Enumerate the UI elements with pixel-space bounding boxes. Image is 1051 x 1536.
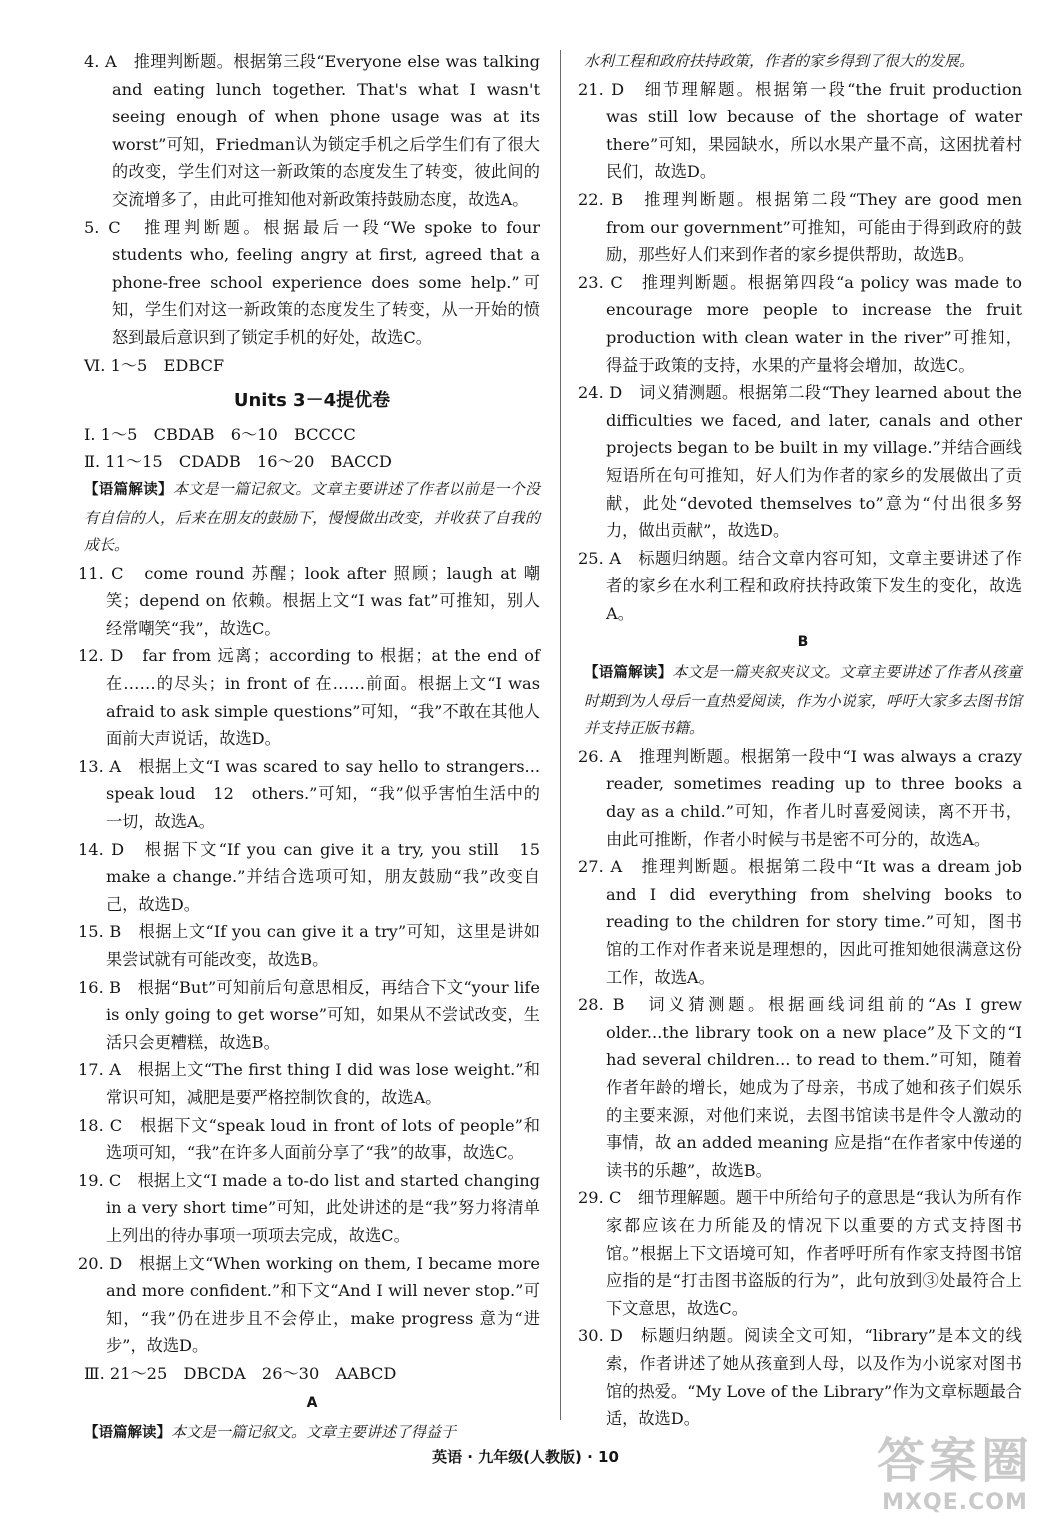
answer-item-12: 12. D far from 远离；according to 根据；at the end of 在……的尽头；in front of 在……前面。根据上文“I was afraid to ask simple questions”可知，“我”不敢在其他人面前大声说话，故选D。 — [78, 646, 540, 749]
reading-analysis-a-label: 【语篇解读】 — [84, 1425, 171, 1442]
reading-analysis-b-label: 【语篇解读】 — [584, 665, 673, 682]
passage-a-label: A — [306, 1394, 318, 1411]
reading-analysis-label: 【语篇解读】 — [84, 481, 173, 498]
answer-item-30: 30. D 标题归纳题。阅读全文可知，“library”是本文的线索，作者讲述了她从孩童到人母，以及作为小说家对图书馆的热爱。“My Love of the Library”作为文章标题最合适，故选D。 — [578, 1326, 1022, 1429]
passage-b-label: B — [797, 634, 809, 651]
right-column — [578, 48, 1023, 1433]
section-ii: Ⅱ. 11～15 CDADB 16～20 BACCD — [84, 452, 392, 472]
section-i: Ⅰ. 1～5 CBDAB 6～10 BCCCC — [84, 424, 356, 444]
reading-analysis — [84, 476, 540, 560]
answer-item-17: 17. A 根据上文“The first thing I did was lose weight.”和常识可知，减肥是要严格控制饮食的，故选A。 — [78, 1060, 540, 1107]
left-column — [78, 48, 557, 1448]
answer-item-14: 14. D 根据下文“If you can give it a try, you still 15 make a change.”并结合选项可知，朋友鼓励“我”改变自己，故选D。 — [78, 839, 557, 914]
reading-analysis-b — [584, 659, 1022, 743]
answer-item-13: 13. A 根据上文“I was scared to say hello to strangers... speak loud 12 others.”可知，“我”似乎害怕生活中的一切，故选A。 — [78, 756, 540, 832]
section-vi: Ⅵ. 1～5 EDBCF — [84, 355, 225, 375]
answer-item-15: 15. B 根据上文“If you can give it a try”可知，这里是讲如果尝试就有可能改变，故选B。 — [78, 922, 540, 969]
answer-item-20: 20. D 根据上文“When working on them, I became more and more confident.”和下文“And I will never stop.”可知，“我”仍在进步且不会停止，make progress 意为“进步”，故选D。 — [78, 1253, 540, 1356]
watermark-logo — [871, 1432, 1039, 1528]
answer-item-23: 23. C 推理判断题。根据第四段“a policy was made to encourage more people to increase the fruit production with clean water in the river”可推知，得益于政策的支持，水果的产量将会增加，故选C。 — [578, 272, 1022, 375]
answer-item-19: 19. C 根据上文“I made a to-do list and started changing in a very short time”可知，此处讲述的是“我”努力将清单上列出的待办事项一项项去完成，故选C。 — [78, 1170, 540, 1245]
reading-analysis-a-text: 本文是一篇记叙文。文章主要讲述了得益于 — [171, 1423, 457, 1442]
unit-heading: Units 3－4提优卷 — [233, 390, 391, 412]
answer-item-27: 27. A 推理判断题。根据第二段中“It was a dream job and I did everything from shelving books to reading to the children for story time.”可知，图书馆的工作对作者来说是理想的，因此可推知她很满意这份工作，故选A。 — [578, 857, 1022, 987]
answer-item-22: 22. B 推理判断题。根据第二段“They are good men from our government”可推知，可能由于得到政府的鼓励，那些好人们来到作者的家乡提供帮助，故选B。 — [578, 189, 1022, 265]
answer-item-16: 16. B 根据“But”可知前后句意思相反，再结合下文“your life is only going to get worse”可知，如果从不尝试改变，生活只会更糟糕，故选B。 — [78, 977, 540, 1052]
watermark-url: MXQE.COM — [882, 1490, 1028, 1515]
answer-item-5: 5. C 推理判断题。根据最后一段“We spoke to four students who, feeling angry at first, agreed that a phone-free school experience does some help.”可知，学生们对这一新政策的态度发生了转变，从一开始的愤怒到最后意识到了锁定手机的好处，故选C。 — [84, 217, 540, 347]
page-footer: 英语 · 九年级(人教版) · 10 — [432, 1448, 619, 1466]
reading-analysis-text: 本文是一篇记叙文。文章主要讲述了作者以前是一个没有自信的人，后来在朋友的鼓励下，慢慢做出改变，并收获了自我的成长。 — [84, 479, 540, 555]
answer-item-11: 11. C come round 苏醒；look after 照顾；laugh at 嘲笑；depend on 依赖。根据上文“I was fat”可推知，别人经常嘲笑“我”，故选C。 — [78, 563, 540, 638]
answer-item-4: 4. A 推理判断题。根据第三段“Everyone else was talking and eating lunch together. That's what I wasn't seeing enough of when phone usage was at its worst”可知，Friedman认为锁定手机之后学生们有了很大的改变，学生们对这一新政策的态度发生了转变，彼此间的交流增多了，由此可推知他对新政策持鼓励态度，故选A。 — [84, 52, 540, 209]
reading-analysis-a — [84, 1419, 540, 1448]
section-iii: Ⅲ. 21～25 DBCDA 26～30 AABCD — [84, 1363, 397, 1383]
answer-item-29: 29. C 细节理解题。题干中所给句子的意思是“我认为所有作家都应该在力所能及的情况下以重要的方式支持图书馆。”根据上下文语境可知，作者呼吁所有作家支持图书馆应指的是“打击图书盗版的行为”，此句放到③处最符合上下文意思，故选C。 — [578, 1188, 1022, 1318]
watermark-title: 答案圈 — [876, 1433, 1033, 1489]
reading-analysis-b-text: 本文是一篇夹叙夹议文。文章主要讲述了作者从孩童时期到为人母后一直热爱阅读，作为小说家，呼吁大家多去图书馆并支持正版书籍。 — [584, 663, 1023, 738]
answer-item-28: 28. B 词义猜测题。根据画线词组前的“As I grew older...the library took on a new place”及下文的“I had several children... to read to them.”可知，随着作者年龄的增长，她成为了母亲，书成了她和孩子们娱乐的主要来源，对他们来说，去图书馆读书是件令人激动的事情，故 an added meaning 应是指“在作者家中传递的读书的乐趣”，故选B。 — [578, 995, 1022, 1180]
reading-analysis-a-continued: 水利工程和政府扶持政策，作者的家乡得到了很大的发展。 — [584, 52, 975, 70]
answer-item-18: 18. C 根据下文“speak loud in front of lots of people”和选项可知，“我”在许多人面前分享了“我”的故事，故选C。 — [78, 1115, 540, 1163]
answer-item-25: 25. A 标题归纳题。结合文章内容可知，文章主要讲述了作者的家乡在水利工程和政府扶持政策下发生的变化，故选A。 — [578, 548, 1022, 623]
answer-item-24: 24. D 词义猜测题。根据第二段“They learned about the difficulties we faced, and later, canals and other projects began to be built in my village.”并结合画线短语所在句可推知，好人们为作者的家乡的发展做出了贡献，此处“devoted themselves to”意为“付出很多努力，做出贡献”，故选D。 — [578, 383, 1022, 541]
answer-item-21: 21. D 细节理解题。根据第一段“the fruit production was still low because of the shortage of water there”可知，果园缺水，所以水果产量不高，这困扰着村民们，故选D。 — [578, 79, 1022, 182]
column-divider — [560, 50, 561, 1420]
answer-item-26: 26. A 推理判断题。根据第一段中“I was always a crazy reader, sometimes reading up to three books a day as a child.”可知，作者儿时喜爱阅读，离不开书，由此可推断，作者小时候与书是密不可分的，故选A。 — [578, 746, 1022, 849]
